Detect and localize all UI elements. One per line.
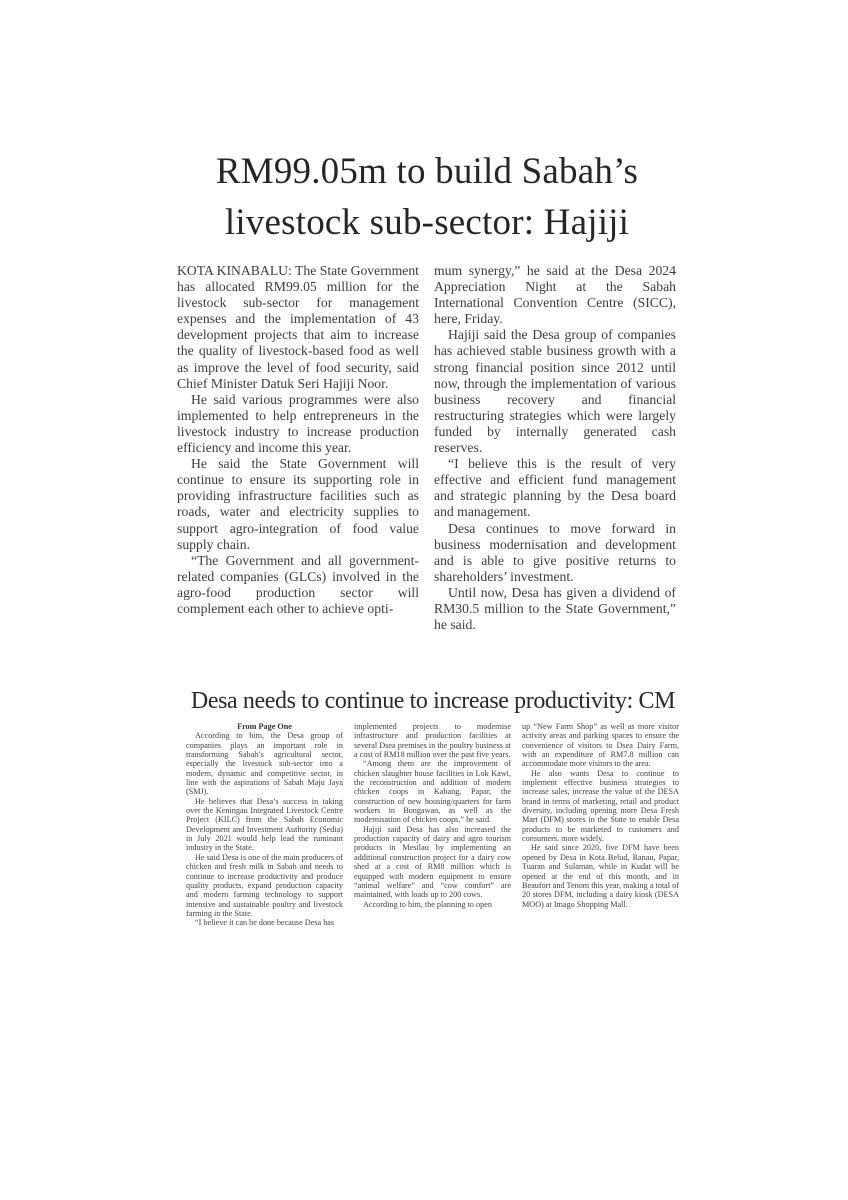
headline-line-1: RM99.05m to build Sabah’s bbox=[215, 151, 639, 192]
paragraph: KOTA KINABALU: The State Government has allocated RM99.05 million for the livestock sub-sector for management expenses and the implementation of 43 development projects that aim to increase the quality of livestock-based food as well as improve the level of food security, said Chief Minister Datuk Seri Hajiji Noor. bbox=[177, 263, 419, 391]
article-column-1 bbox=[186, 722, 343, 928]
article-headline bbox=[177, 146, 677, 248]
paragraph: He also wants Desa to continue to implement effective business strategies to increase sales, increase the value of the DESA brand in terms of marketing, retail and product diversity, including opening more Desa Fresh Mart (DFM) stores in the State to enable Desa products to be marketed to customers and consumers. more widely. bbox=[522, 768, 679, 844]
article-desa-productivity bbox=[186, 687, 680, 928]
paragraph: up “New Farm Shop” as well as more visitor activity areas and parking spaces to ensure the convenience of visitors to Dsea Dairy Farm, with an expenditure of RM7.8 million can accommodate more visitors to the area. bbox=[522, 722, 679, 769]
article-column-3 bbox=[522, 722, 679, 928]
continued-from-label: From Page One bbox=[237, 722, 292, 731]
paragraph: He said Desa is one of the main producers of chicken and fresh milk in Sabah and needs to continue to increase productivity and produce quality products, expand production capacity and modern farming technology to support intensive and sustainable poultry and livestock farming in the State. bbox=[186, 852, 343, 918]
paragraph: “The Government and all government-related companies (GLCs) involved in the agro-food production sector will complement each other to achieve opti- bbox=[177, 552, 419, 616]
article-livestock-allocation bbox=[177, 146, 677, 633]
paragraph: He said the State Government will continue to ensure its supporting role in providing infrastructure facilities such as roads, water and electricity supplies to support agro-integration of food value supply chain. bbox=[177, 456, 419, 552]
paragraph: mum synergy,” he said at the Desa 2024 Appreciation Night at the Sabah International Convention Centre (SICC), here, Friday. bbox=[434, 263, 676, 327]
paragraph: He said since 2020, five DFM have been opened by Desa in Kota Belud, Ranau, Papar, Tuaran and Sulaman, while in Kudat will be opened at the end of this month, and in Beaufort and Tenom this year, making a total of 20 stores DFM, including a dairy kiosk (DESA MOO) at Imago Shopping Mall. bbox=[522, 843, 679, 909]
paragraph: According to him, the Desa group of companies plays an important role in transforming Sabah’s agricultural sector, especially the livestock sub-sector into a modern, dynamic and competitive sector, in line with the aspirations of Sabah Maju Jaya (SMJ). bbox=[186, 731, 343, 797]
paragraph: He said various programmes were also implemented to help entrepreneurs in the livestock industry to increase production efficiency and income this year. bbox=[177, 391, 419, 456]
headline-line-2: livestock sub-sector: Hajiji bbox=[224, 202, 630, 243]
paragraph: Until now, Desa has given a dividend of RM30.5 million to the State Government,” he said. bbox=[434, 584, 676, 633]
paragraph: He believes that Desa’s success in taking over the Keningau Integrated Livestock Centre Project (KILC) from the Sabah Economic Development and Investment Authority (Sedia) in July 2021 would help lead the ruminant industry in the State. bbox=[186, 796, 343, 853]
paragraph: “Among them are the improvement of chicken slaughter house facilities in Lok Kawi, the reconstruction and addition of modern chicken coops in Kabang, Papar, the construction of new housing/quarters for farm workers in Bongawan, as well as the modernisation of chicken coops,” he said. bbox=[354, 759, 511, 825]
article-column-2 bbox=[354, 722, 511, 928]
article-body bbox=[186, 722, 680, 928]
paragraph: According to him, the planning to open bbox=[363, 899, 492, 909]
article-column-left bbox=[177, 263, 419, 633]
paragraph: “I believe it can be done because Desa has bbox=[195, 918, 335, 928]
article-body bbox=[177, 263, 677, 633]
paragraph: implemented projects to modernise infrastructure and production facilities at several Dsea premises in the poultry business at a cost of RM18 million over the past five years. bbox=[354, 722, 511, 760]
paragraph: Hajiji said the Desa group of companies has achieved stable business growth with a strong financial position since 2012 until now, through the implementation of various business recovery and financial restructuring strategies which were largely funded by internally generated cash reserves. bbox=[434, 327, 676, 456]
article-column-right bbox=[434, 263, 676, 633]
article-headline: Desa needs to continue to increase productivity: CM bbox=[190, 688, 676, 714]
paragraph: Hajiji said Desa has also increased the production capacity of dairy and agro tourism products in Mesilau by implementing an additional construction project for a dairy cow shed at a cost of RM8 million which is equipped with modern equipment to ensure “animal welfare” and “cow comfort” are maintained, with loads up to 200 cows. bbox=[354, 824, 511, 900]
paragraph: “I believe this is the result of very effective and efficient fund management and strategic planning by the Desa board and management. bbox=[434, 456, 676, 520]
paragraph: Desa continues to move forward in business modernisation and development and is able to give positive returns to shareholders’ investment. bbox=[434, 520, 676, 584]
